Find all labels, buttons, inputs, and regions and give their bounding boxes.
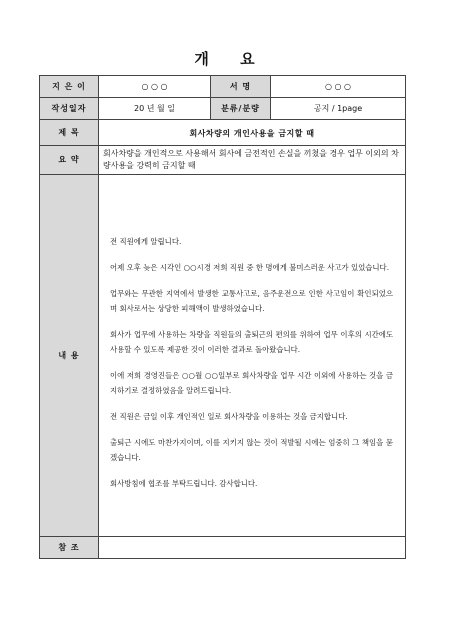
content-paragraph: 어제 오후 늦은 시각인 ○○시경 저희 직원 중 한 명에게 불미스러운 사고가 있었습니다. (110, 262, 390, 272)
content-paragraph: 업무와는 무관한 지역에서 발생한 교통사고로, 음주운전으로 인한 사고임이 확인되었으며 회사로서는 상당한 피해액이 발생하였습니다. (110, 288, 393, 313)
signature-label: 서 명 (211, 76, 271, 98)
subject-value: 회사차량의 개인사용을 금지할 때 (99, 120, 406, 146)
date-label: 작성일자 (40, 98, 99, 120)
content-label: 내 용 (40, 175, 99, 537)
summary-row (40, 146, 406, 175)
content-paragraph: 회사가 업무에 사용하는 차량을 직원들의 출퇴근의 편의를 위하여 업무 이후의 시간에도 사용할 수 있도록 제공한 것이 이러한 결과로 돌아왔습니다. (110, 329, 393, 354)
reference-row (40, 537, 406, 559)
subject-row (40, 120, 406, 146)
content-paragraphs (103, 210, 401, 491)
reference-value (99, 537, 406, 559)
date-row (40, 98, 406, 120)
content-row (40, 175, 406, 537)
summary-label: 요 약 (40, 146, 99, 175)
content-paragraph: 회사방침에 협조를 부탁드립니다. 감사합니다. (110, 478, 258, 488)
summary-form-table (39, 75, 406, 559)
author-label: 지 은 이 (40, 76, 99, 98)
subject-label: 제 목 (40, 120, 99, 146)
summary-value: 회사차량을 개인적으로 사용해서 회사에 금전적인 손실을 끼쳤을 경우 업무 이외의 차량사용을 강력히 금지할 때 (99, 146, 406, 175)
page-title: 개 요 (194, 50, 256, 68)
content-paragraph: 출퇴근 시에도 마찬가지이며, 이를 지키지 않는 것이 적발될 시에는 엄중히 그 책임을 묻겠습니다. (110, 437, 393, 462)
signature-value: ○ ○ ○ (271, 76, 406, 98)
category-value: 공지 / 1page (271, 98, 406, 120)
content-body (99, 175, 406, 537)
reference-label: 참 조 (40, 537, 99, 559)
date-value: 20 년 월 일 (99, 98, 211, 120)
author-row (40, 76, 406, 98)
content-paragraph: 전 직원은 금일 이후 개인적인 일로 회사차량을 이용하는 것을 금지합니다. (110, 411, 348, 421)
author-value: ○ ○ ○ (99, 76, 211, 98)
content-paragraph: 전 직원에게 알립니다. (110, 236, 182, 246)
category-label: 분류/분량 (211, 98, 271, 120)
content-paragraph: 이에 저희 경영진들은 ○○월 ○○일부로 회사차량을 업무 시간 이외에 사용하는 것을 금지하기로 결정하였음을 알려드립니다. (110, 370, 393, 395)
